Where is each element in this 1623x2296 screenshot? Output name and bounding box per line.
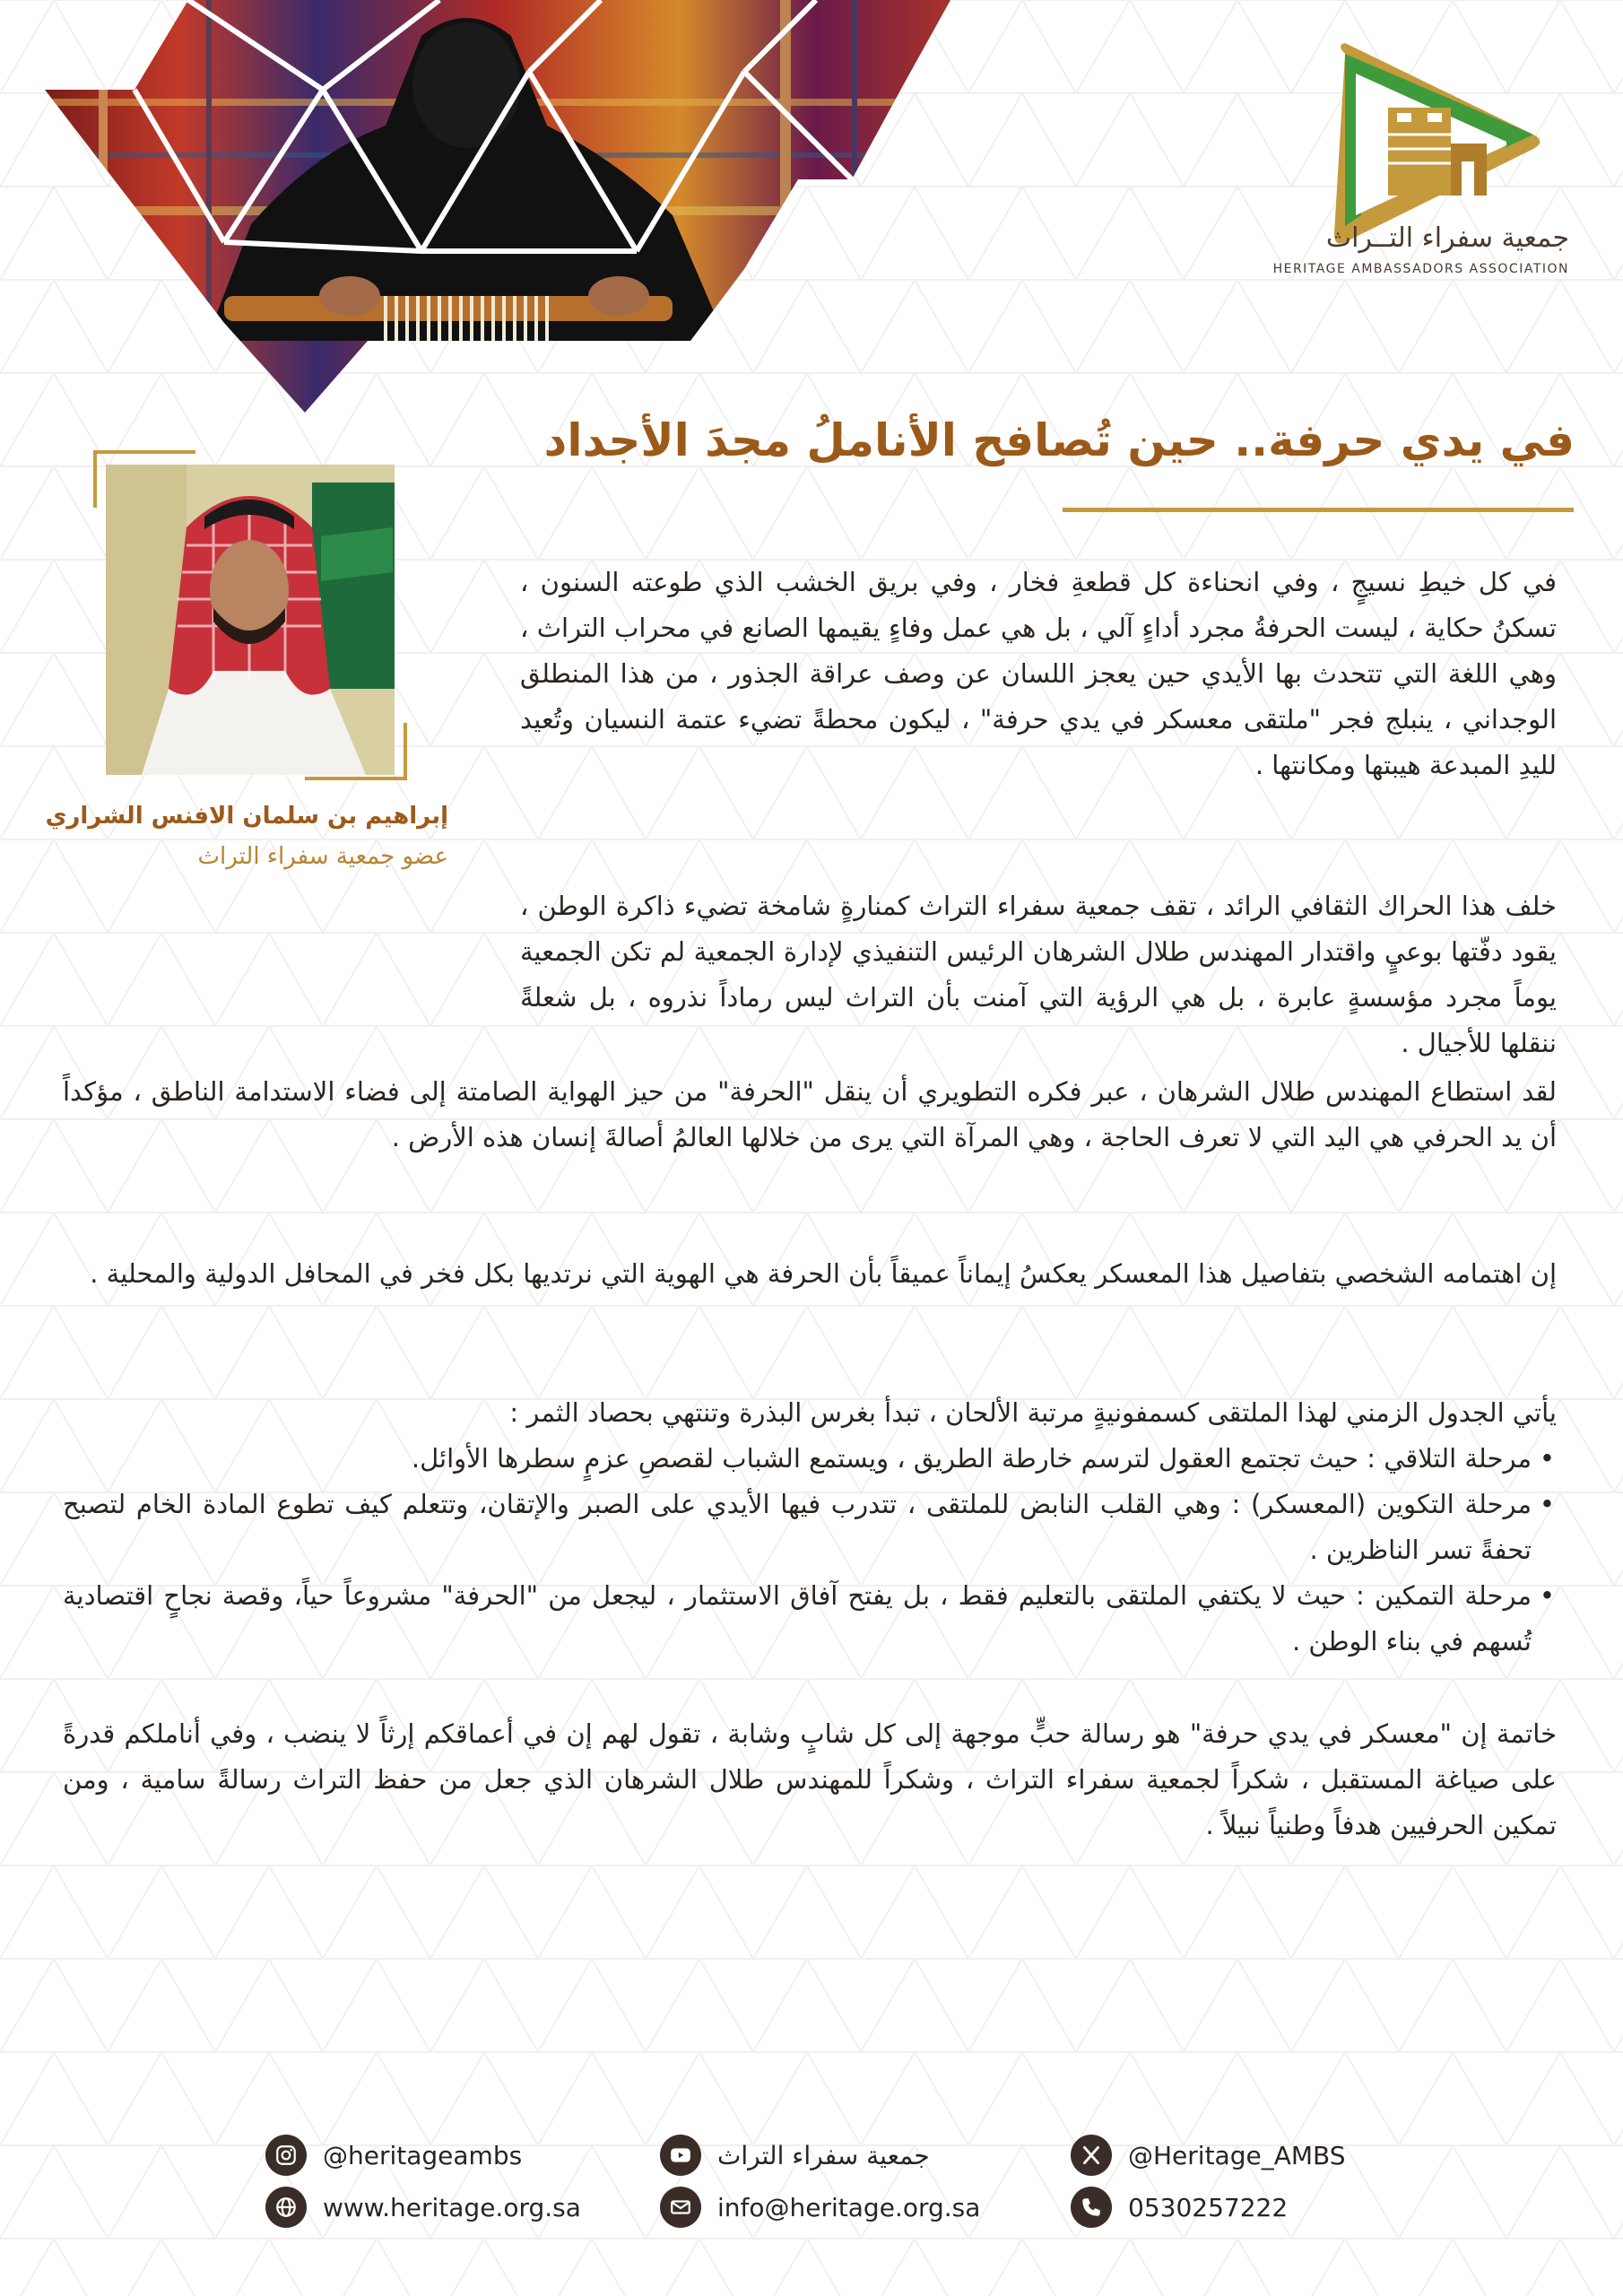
paragraph-identity bbox=[63, 1251, 1557, 1297]
author-name: إبراهيم بن سلمان الافنس الشراري bbox=[45, 803, 448, 830]
contact-phone[interactable] bbox=[1071, 2187, 1288, 2228]
author-portrait-frame bbox=[93, 450, 407, 780]
paragraph-intro bbox=[520, 560, 1557, 788]
paragraph-text: خلف هذا الحراك الثقافي الرائد ، تقف جمعية سفراء التراث كمنارةٍ شامخة تضيء ذاكرة الوطن ، يقود دفّتها بوعيٍ واقتدار المهندس طلال الشرهان الرئيس التنفيذي لإدارة الجمعية لم تكن الجمعية يوماً مجرد مؤسسةٍ عابرة ، بل هي الرؤية التي آمنت بأن التراث ليس رماداً نذروه ، بل شعلةً ننقلها للأجيال . bbox=[520, 891, 1557, 1058]
globe-icon bbox=[265, 2187, 307, 2228]
paragraph-text: إن اهتمامه الشخصي بتفاصيل هذا المعسكر يعكسُ إيماناً عميقاً بأن الحرفة هي الهوية التي نرتديها بكل فخر في المحافل الدولية والمحلية . bbox=[90, 1258, 1557, 1289]
list-item: • مرحلة التلاقي : حيث تجتمع العقول لترسم خارطة الطريق ، ويستمع الشباب لقصصِ عزمٍ سطرها الأوائل. bbox=[63, 1436, 1532, 1482]
paragraph-association bbox=[520, 883, 1557, 1066]
author-role: عضو جمعية سفراء التراث bbox=[197, 843, 448, 870]
contact-instagram[interactable] bbox=[265, 2135, 522, 2176]
paragraph-engineer bbox=[63, 1069, 1557, 1161]
footer-contacts bbox=[0, 2135, 1623, 2242]
list-item: • مرحلة التمكين : حيث لا يكتفي الملتقى بالتعليم فقط ، بل يفتح آفاق الاستثمار ، ليجعل من "الحرفة" مشروعاً حياً، وقصة نجاحٍ اقتصادية تُسهم في بناء الوطن . bbox=[63, 1573, 1532, 1665]
paragraph-text: يأتي الجدول الزمني لهذا الملتقى كسمفونيةٍ مرتبة الألحان ، تبدأ بغرس البذرة وتنتهي بحصاد الثمر : bbox=[509, 1397, 1557, 1428]
x-handle[interactable]: @Heritage_AMBS bbox=[1128, 2140, 1346, 2170]
logo-name-english: HERITAGE AMBASSADORS ASSOCIATION bbox=[1272, 262, 1569, 276]
contact-email[interactable] bbox=[660, 2187, 980, 2228]
logo-name-arabic: جمعية سفراء التــراث bbox=[1325, 222, 1569, 254]
paragraph-text: خاتمة إن "معسكر في يدي حرفة" هو رسالة حبٍّ موجهة إلى كل شابٍ وشابة ، تقول لهم إن في أعماقكم إرثاً لا ينضب ، وفي أناملكم قدرةً على صياغة المستقبل ، شكراً لجمعية سفراء التراث ، وشكراً للمهندس طلال الشرهان الذي جعل من حفظ التراث رسالةً سامية ، ومن تمكين الحرفيين هدفاً وطنياً نبيلاً . bbox=[63, 1718, 1557, 1840]
paragraph-timeline bbox=[63, 1390, 1557, 1665]
paragraph-text: في كل خيطِ نسيجٍ ، وفي انحناءة كل قطعةِ فخار ، وفي بريق الخشب الذي طوعته السنون ، تسكنُ حكاية ، ليست الحرفةُ مجرد أداءٍ آلي ، بل هي عمل وفاءٍ يقيمها الصانع في محراب التراث ، وهي اللغة التي تتحدث بها الأيدي حين يعجز اللسان عن وصف عراقة الجذور ، من هذا المنطلق الوجداني ، ينبلج فجر "ملتقى معسكر في يدي حرفة" ، ليكون محطةً تضيء عتمة النسيان وتُعيد لليدِ المبدعة هيبتها ومكانتها . bbox=[520, 567, 1557, 780]
article-title: في يدي حرفة.. حين تُصافح الأناملُ مجدَ الأجداد bbox=[543, 414, 1575, 466]
youtube-channel[interactable]: جمعية سفراء التراث bbox=[717, 2140, 930, 2170]
envelope-icon bbox=[660, 2187, 701, 2228]
phone-icon bbox=[1071, 2187, 1112, 2228]
paragraph-conclusion bbox=[63, 1711, 1557, 1848]
x-logo-icon bbox=[1071, 2135, 1112, 2176]
list-item: • مرحلة التكوين (المعسكر) : وهي القلب النابض للملتقى ، تتدرب فيها الأيدي على الصبر والإتقان، وتتعلم كيف تطوع المادة الخام لتصبح تحفةً تسر الناظرين . bbox=[63, 1482, 1532, 1573]
instagram-icon bbox=[265, 2135, 307, 2176]
timeline-list bbox=[63, 1436, 1557, 1665]
paragraph-text: لقد استطاع المهندس طلال الشرهان ، عبر فكره التطويري أن ينقل "الحرفة" من حيز الهواية الصامتة إلى فضاء الاستدامة الناطق ، مؤكداً أن يد الحرفي هي اليد التي لا تعرف الحاجة ، وهي المرآة التي يرى من خلالها العالمُ أصالةَ إنسان هذه الأرض . bbox=[63, 1076, 1557, 1152]
contact-website[interactable] bbox=[265, 2187, 581, 2228]
contact-x[interactable] bbox=[1071, 2135, 1346, 2176]
website-link[interactable]: www.heritage.org.sa bbox=[323, 2192, 581, 2222]
youtube-icon bbox=[660, 2135, 701, 2176]
title-underline bbox=[1063, 508, 1574, 512]
phone-number[interactable]: 0530257222 bbox=[1128, 2192, 1289, 2222]
author-portrait bbox=[106, 465, 395, 775]
contact-youtube[interactable] bbox=[660, 2135, 930, 2176]
email-address[interactable]: info@heritage.org.sa bbox=[717, 2192, 981, 2222]
instagram-handle[interactable]: @heritageambs bbox=[323, 2140, 523, 2170]
header-photo-collage bbox=[45, 0, 950, 422]
